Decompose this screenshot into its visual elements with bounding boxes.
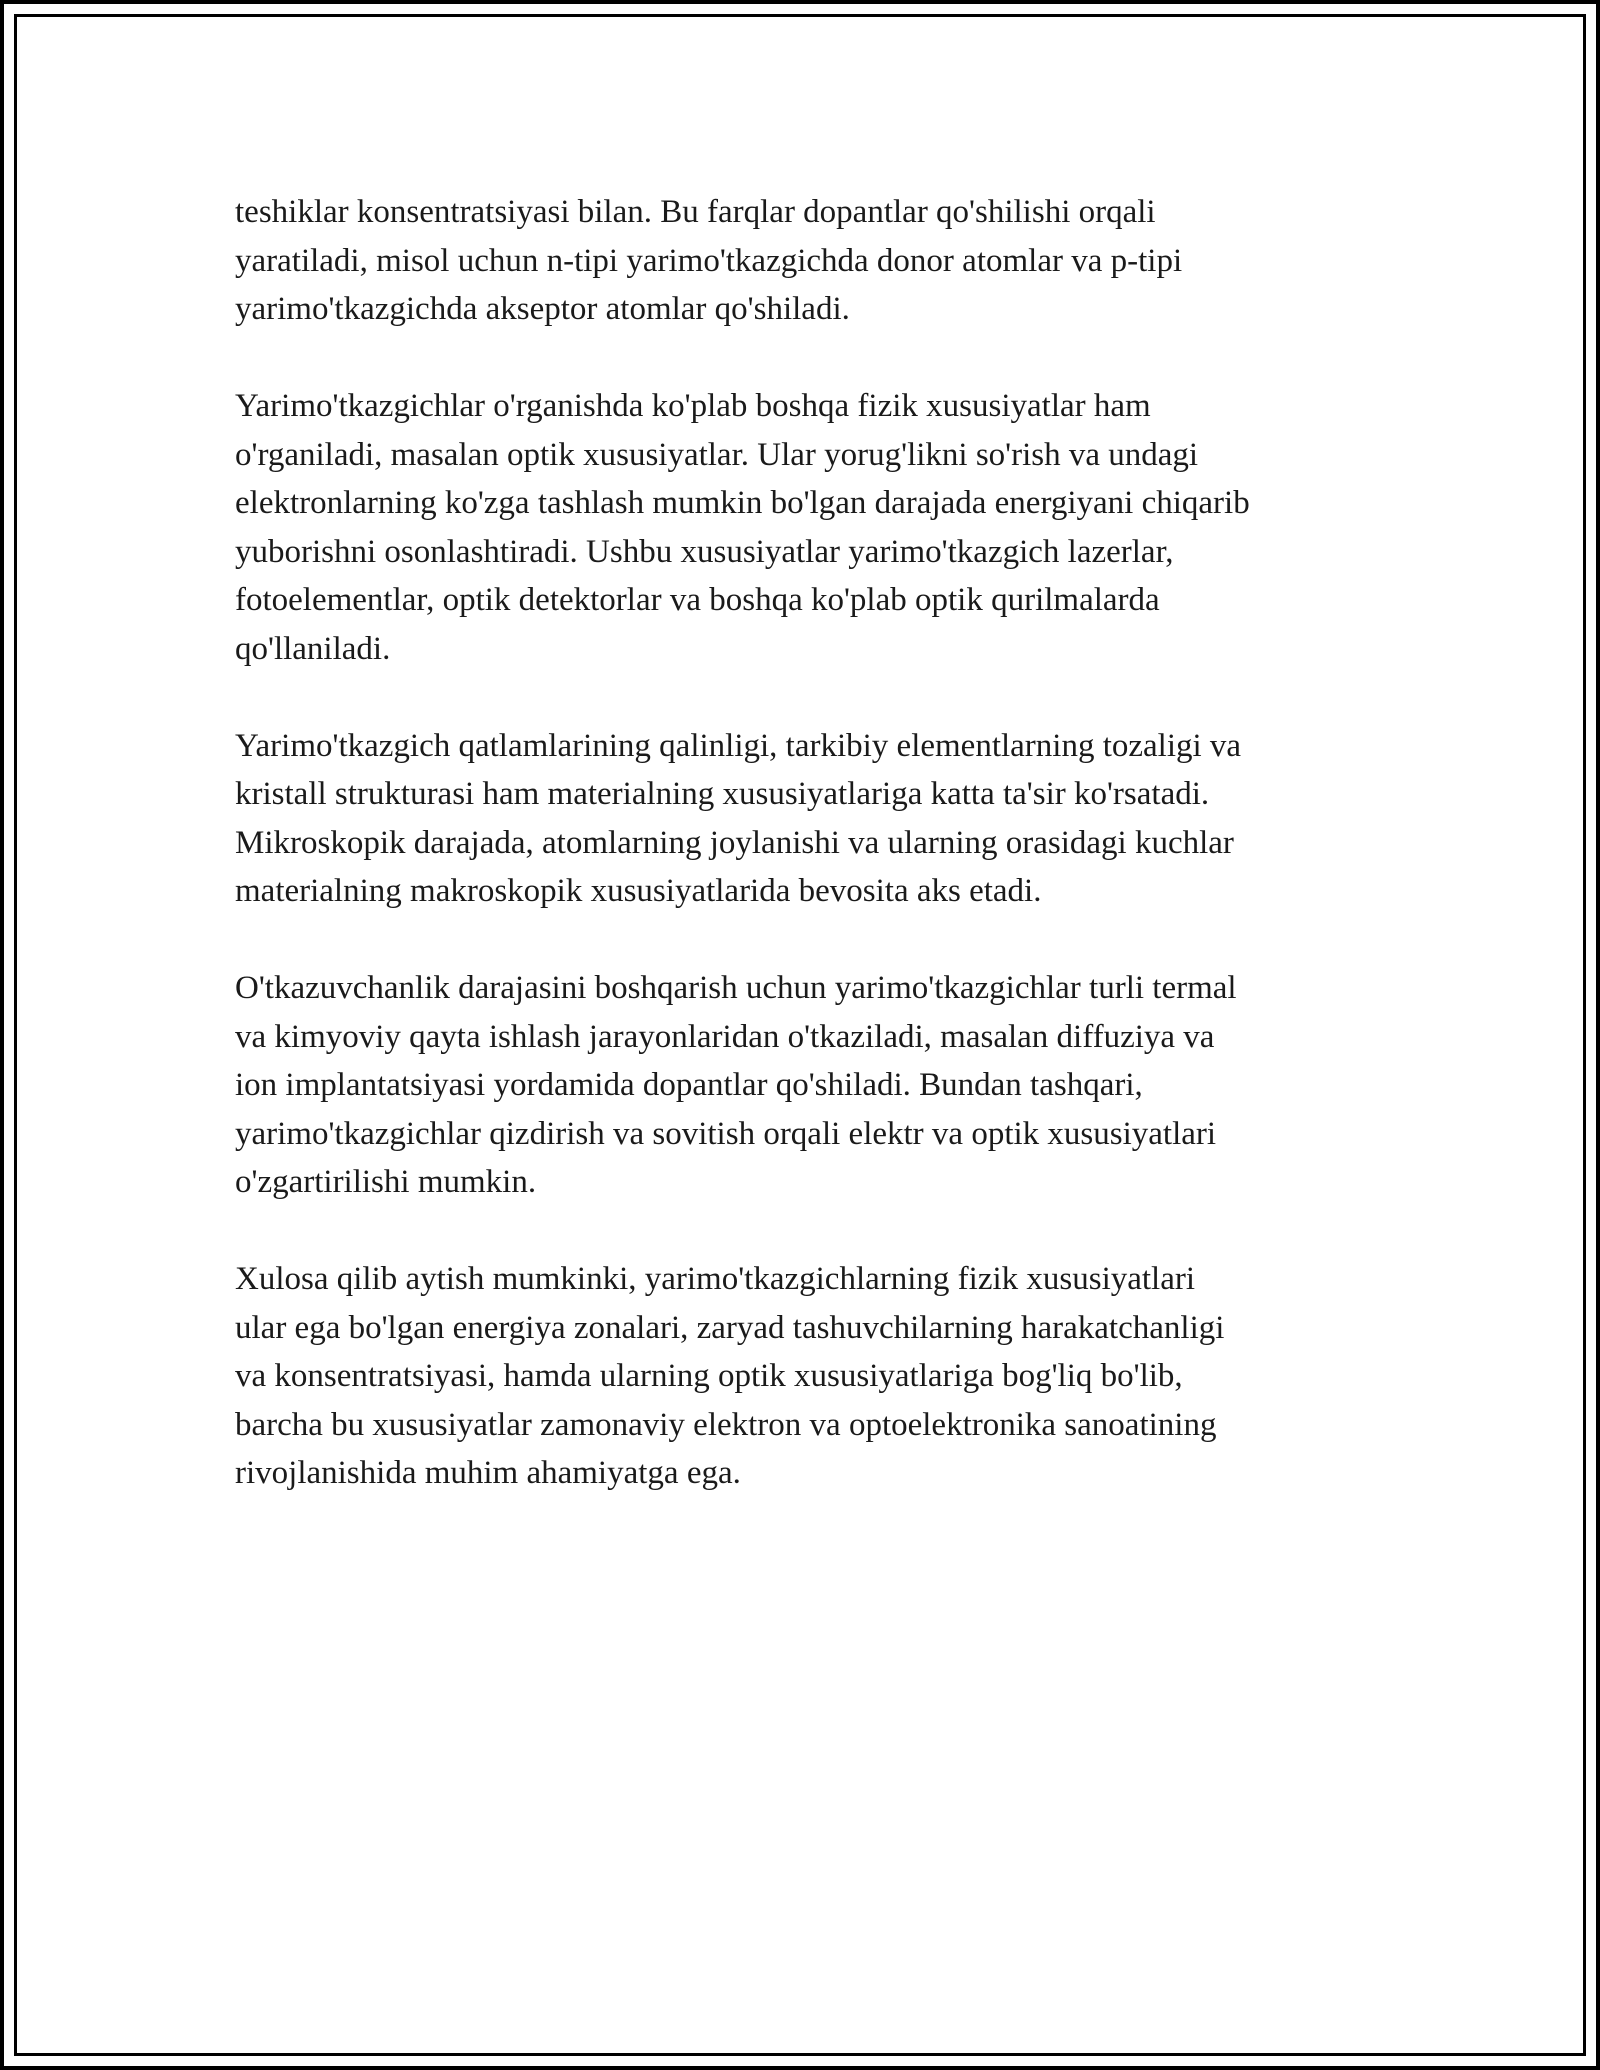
text-line: kristall strukturasi ham materialning xususiyatlariga katta ta'sir ko'rsatadi. xyxy=(235,776,1210,812)
paragraph-4 xyxy=(235,964,1375,1207)
text-line: fotoelementlar, optik detektorlar va boshqa ko'plab optik qurilmalarda xyxy=(235,582,1160,618)
text-line: rivojlanishida muhim ahamiyatga ega. xyxy=(235,1455,741,1491)
paragraph-2 xyxy=(235,382,1375,673)
text-line: va konsentratsiyasi, hamda ularning optik xususiyatlariga bog'liq bo'lib, xyxy=(235,1358,1183,1394)
paragraph-1 xyxy=(235,188,1375,334)
text-line: Mikroskopik darajada, atomlarning joylanishi va ularning orasidagi kuchlar xyxy=(235,824,1234,861)
text-line: elektronlarning ko'zga tashlash mumkin bo'lgan darajada energiyani chiqarib xyxy=(235,485,1250,521)
text-line: yuborishni osonlashtiradi. Ushbu xususiyatlar yarimo'tkazgich lazerlar, xyxy=(235,533,1174,570)
text-line: va kimyoviy qayta ishlash jarayonlaridan o'tkaziladi, masalan diffuziya va xyxy=(235,1018,1215,1055)
text-line: qo'llaniladi. xyxy=(235,630,391,667)
text-line: o'zgartirilishi mumkin. xyxy=(235,1164,537,1200)
text-line: ion implantatsiyasi yordamida dopantlar qo'shiladi. Bundan tashqari, xyxy=(235,1067,1143,1103)
text-line: o'rganiladi, masalan optik xususiyatlar. Ular yorug'likni so'rish va undagi xyxy=(235,436,1199,473)
paragraph-3 xyxy=(235,722,1375,916)
text-line: barcha bu xususiyatlar zamonaviy elektron va optoelektronika sanoatining xyxy=(235,1406,1217,1443)
text-line: ular ega bo'lgan energiya zonalari, zaryad tashuvchilarning harakatchanligi xyxy=(235,1309,1225,1346)
text-line: yarimo'tkazgichlar qizdirish va sovitish orqali elektr va optik xususiyatlari xyxy=(235,1115,1217,1152)
text-line: yarimo'tkazgichda akseptor atomlar qo'shiladi. xyxy=(235,291,850,327)
text-line: materialning makroskopik xususiyatlarida bevosita aks etadi. xyxy=(235,873,1042,909)
text-line: teshiklar konsentratsiyasi bilan. Bu farqlar dopantlar qo'shilishi orqali xyxy=(235,194,1156,230)
text-line: O'tkazuvchanlik darajasini boshqarish uchun yarimo'tkazgichlar turli termal xyxy=(235,970,1237,1006)
document-body xyxy=(235,188,1375,1546)
text-line: Xulosa qilib aytish mumkinki, yarimo'tkazgichlarning fizik xususiyatlari xyxy=(235,1261,1196,1297)
text-line: Yarimo'tkazgichlar o'rganishda ko'plab boshqa fizik xususiyatlar ham xyxy=(235,388,1151,424)
text-line: Yarimo'tkazgich qatlamlarining qalinligi, tarkibiy elementlarning tozaligi va xyxy=(235,727,1242,764)
text-line: yaratiladi, misol uchun n-tipi yarimo'tkazgichda donor atomlar va p-tipi xyxy=(235,242,1183,279)
paragraph-5 xyxy=(235,1255,1375,1498)
